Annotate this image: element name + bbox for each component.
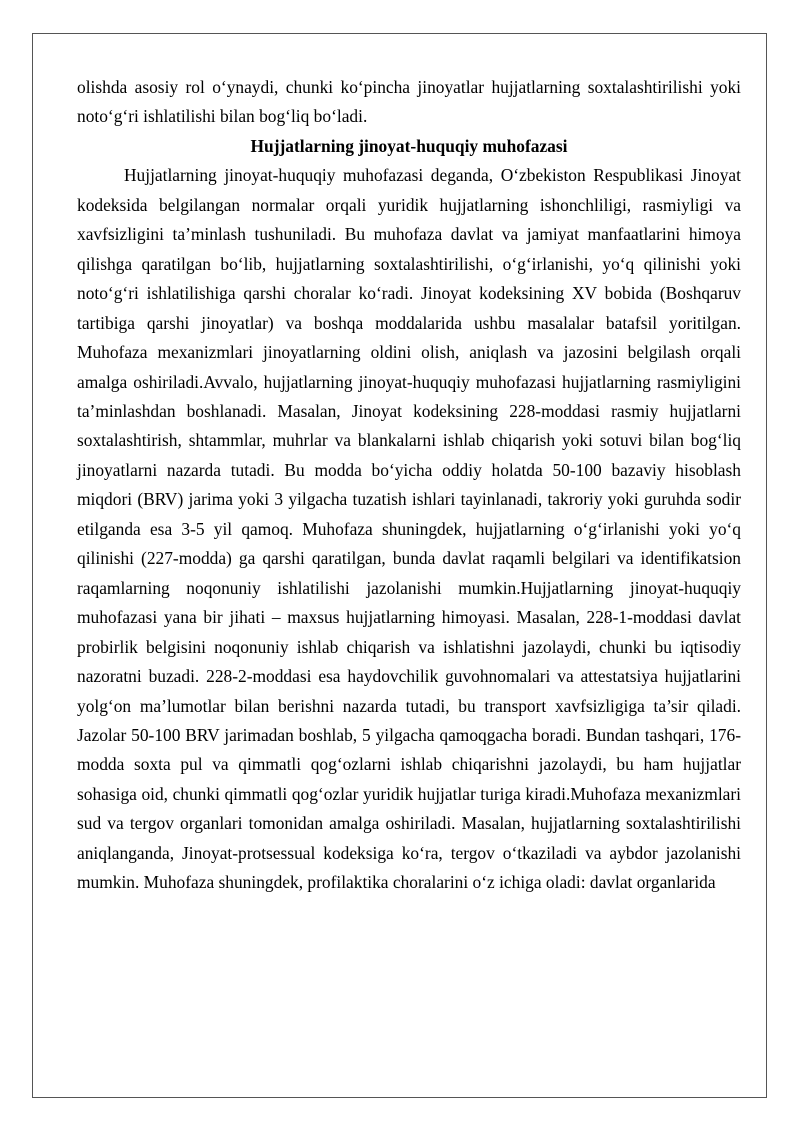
- body-paragraph: Hujjatlarning jinoyat-huquqiy muhofazasi deganda, O‘zbekiston Respublikasi Jinoyat kodeksida belgilangan normalar orqali yuridik hujjatlarning ishonchliligi, rasmiyligi va xavfsizligini ta’minlash tushuniladi. Bu muhofaza davlat va jamiyat manfaatlarini himoya qilishga qaratilgan bo‘lib, hujjatlarning soxtalashtirilishi, o‘g‘irlanishi, yo‘q qilinishi yoki noto‘g‘ri ishlatilishiga qarshi choralar ko‘radi. Jinoyat kodeksining XV bobida (Boshqaruv tartibiga qarshi jinoyatlar) va boshqa moddalarida ushbu masalalar batafsil yoritilgan. Muhofaza mexanizmlari jinoyatlarning oldini olish, aniqlash va jazosini belgilash orqali amalga oshiriladi.Avvalo, hujjatlarning jinoyat-huquqiy muhofazasi hujjatlarning rasmiyligini ta’minlashdan boshlanadi. Masalan, Jinoyat kodeksining 228-moddasi rasmiy hujjatlarni soxtalashtirish, shtammlar, muhrlar va blankalarni ishlab chiqarish yoki sotuvi bilan bog‘liq jinoyatlarni nazarda tutadi. Bu modda bo‘yicha oddiy holatda 50-100 bazaviy hisoblash miqdori (BRV) jarima yoki 3 yilgacha tuzatish ishlari tayinlanadi, takroriy yoki guruhda sodir etilganda esa 3-5 yil qamoq. Muhofaza shuningdek, hujjatlarning o‘g‘irlanishi yoki yo‘q qilinishi (227-modda) ga qarshi qaratilgan, bunda davlat raqamli belgilari va identifikatsion raqamlarning noqonuniy ishlatilishi jazolanishi mumkin.Hujjatlarning jinoyat-huquqiy muhofazasi yana bir jihati – maxsus hujjatlarning himoyasi. Masalan, 228-1-moddasi davlat probirlik belgisini noqonuniy ishlab chiqarish va ishlatishni jazolaydi, chunki bu iqtisodiy nazoratni buzadi. 228-2-moddasi esa haydovchilik guvohnomalari va attestatsiya hujjatlarini yolg‘on ma’lumotlar bilan berishni nazarda tutadi, bu transport xavfsizligiga ta’sir qiladi. Jazolar 50-100 BRV jarimadan boshlab, 5 yilgacha qamoqgacha boradi. Bundan tashqari, 176-modda soxta pul va qimmatli qog‘ozlarni ishlab chiqarishni jazolaydi, bu ham hujjatlar sohasiga oid, chunki qimmatli qog‘ozlar yuridik hujjatlar turiga kiradi.Muhofaza mexanizmlari sud va tergov organlari tomonidan amalga oshiriladi. Masalan, hujjatlarning soxtalashtirilishi aniqlanganda, Jinoyat-protsessual kodeksiga ko‘ra, tergov o‘tkaziladi va aybdor jazolanishi mumkin. Muhofaza shuningdek, profilaktika choralarini o‘z ichiga oladi: davlat organlarida: [77, 165, 741, 893]
- document-body: [77, 73, 741, 898]
- section-heading: Hujjatlarning jinoyat-huquqiy muhofazasi: [250, 135, 568, 156]
- continued-paragraph: olishda asosiy rol o‘ynaydi, chunki ko‘pincha jinoyatlar hujjatlarning soxtalashtirilishi yoki noto‘g‘ri ishlatilishi bilan bog‘liq bo‘ladi.: [77, 77, 741, 127]
